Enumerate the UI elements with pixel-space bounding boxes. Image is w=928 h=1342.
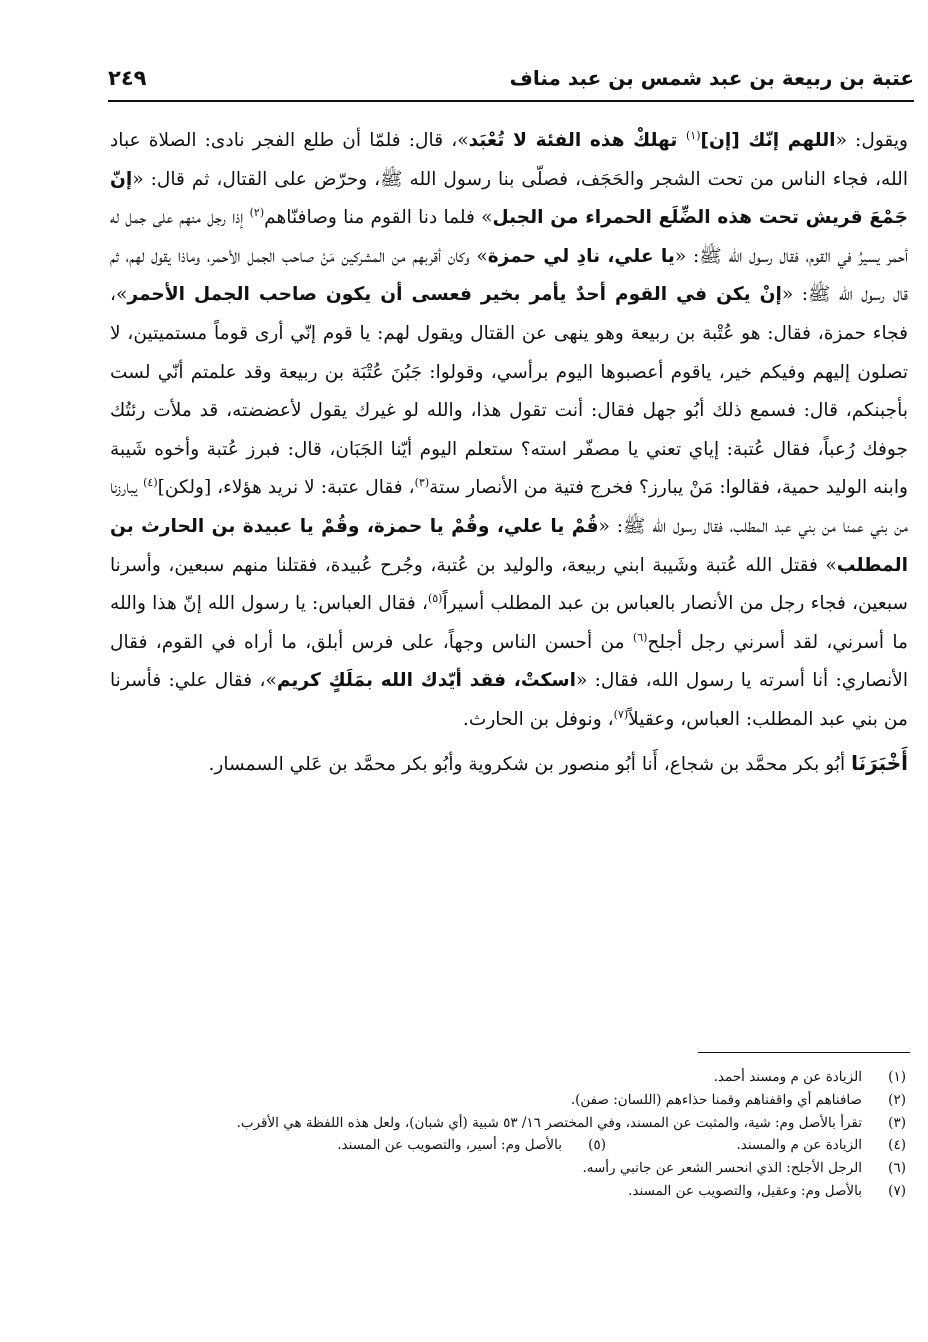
footnote-ref-3[interactable]: (٣) [414, 476, 430, 490]
footnote-number: (٧) [888, 1182, 906, 1199]
footnote-5 [306, 1134, 606, 1157]
hadith-quote: قُمْ يا علي، وقُمْ يا حمزة، وقُمْ يا عبيدة بن الحارث بن المطلب [110, 515, 908, 576]
hadith-quote: إنْ يكن في القوم أحدٌ يأمر بخير فعسى أن يكون صاحب الجمل الأحمر [127, 284, 782, 306]
footnote-row-4-5 [110, 1134, 906, 1157]
running-title: عتبة بن ربيعة بن عبد شمس بن عبد مناف [509, 66, 914, 90]
text-run: ويقول: « [835, 130, 908, 151]
footnote-text: الزيادة عن م والمسند. [736, 1137, 862, 1154]
text-run: » فلما دنا القوم منا وصافنّاهم [264, 207, 493, 229]
text-run: » فقتل الله عُتبة وشَيبة ابني ربيعة، والوليد بن عُتبة، وجُرح عُبيدة، فقتلنا منهم سبعين، وأسرنا سبعين، فجاء رجل من الأنصار بالعباس بن عبد المطلب أسيراً [110, 554, 909, 615]
text-run: ، فقال العباس: يا رسول الله إنّ هذا والله ما أسرني، لقد أسرني رجل أجلح [110, 593, 908, 653]
text-run: إذا رجل منهم على جمل له أحمر يسيرُ في القوم، فقال رسول الله ﷺ: « [110, 207, 908, 267]
main-text [110, 122, 908, 784]
footnote-text: بالأصل وم: أسير، والتصويب عن المسند. [337, 1137, 562, 1154]
header-rule [108, 100, 914, 102]
footnote-number: (٦) [888, 1160, 906, 1177]
footnote-text: بالأصل وم: وعقيل، والتصويب عن المسند. [628, 1182, 862, 1199]
paragraph-1 [110, 122, 908, 740]
footnote-number: (٤) [888, 1137, 906, 1154]
text-run: ، ونوفل بن الحارث. [462, 708, 614, 730]
hadith-quote: تهلكْ هذه الفئة لا تُعْبَد [468, 130, 686, 151]
footnote-1 [110, 1066, 906, 1089]
hadith-quote: إنّ جَمْعَ قريش تحت هذه الضِّلَع الحمراء من الجبل [110, 168, 909, 229]
footnote-text: الزيادة عن م ومسند أحمد. [713, 1069, 862, 1085]
footnote-3 [110, 1112, 906, 1135]
footnotes [110, 1066, 906, 1203]
text-run: ، فقال عتبة: لا نريد هؤلاء، [ولكن] [157, 477, 415, 499]
paragraph-2 [110, 744, 908, 785]
footnote-text: الرجل الأجلح: الذي انحسر الشعر عن جانبي رأسه. [582, 1160, 862, 1177]
footnote-number: (٣) [888, 1114, 906, 1131]
footnote-ref-6[interactable]: (٦) [632, 630, 648, 644]
text-run: يبارزنا من بني عمنا من بني عبد المطلب، فقال رسول الله ﷺ: « [110, 477, 908, 537]
footnote-ref-2[interactable]: (٢) [249, 206, 265, 219]
page-header [108, 66, 914, 100]
text-run: »، فقال علي: فأسرنا من بني عبد المطلب: العباس، وعقيلاً [110, 670, 908, 730]
hadith-quote: اسكتْ، فقد أيّدك الله بمَلَكٍ كريم [276, 670, 577, 692]
text-run: » وكان أقربهم من المشركين مَنْ صاحب الجمل الأحمر، وماذا يقول لهم، ثم قال رسول الله ﷺ: « [110, 245, 908, 306]
footnote-number: (١) [888, 1069, 906, 1085]
text-run: من أحسن الناس وجهاً، على فرس أبلق، ما أراه في القوم، فقال الأنصاري: أنا أسرته يا رسول الله، فقال: « [110, 631, 908, 692]
page-number: ٢٤٩ [108, 66, 147, 90]
footnote-ref-7[interactable]: (٧) [613, 707, 629, 721]
footnote-number: (٥) [588, 1137, 606, 1154]
hadith-quote: يا علي، نادِ لي حمزة [487, 245, 675, 267]
footnote-text: تقرأ بالأصل وم: شية، والمثبت عن المسند، وفي المختصر ١٦/ ٥٣ شبية (أي شبان)، ولعل هذه اللفظة هي الأقرب. [236, 1114, 862, 1131]
footnote-ref-4[interactable]: (٤) [143, 476, 158, 490]
text-run: »، قال: فلمّا أن طلع الفجر نادى: الصلاة عباد الله، فجاء الناس من تحت الشجر والحَجَف، فصلّى بنا رسول الله ﷺ، وحرّض على القتال، ثم قال: « [110, 130, 908, 190]
footnote-2 [110, 1089, 906, 1112]
footnote-separator [698, 1052, 910, 1053]
hadith-quote: اللهم إنّك [إن] [700, 130, 836, 151]
footnote-text: صافناهم أي واقفناهم وقمنا حذاءهم (اللسان: صفن). [570, 1091, 862, 1108]
footnote-ref-5[interactable]: (٥) [427, 591, 443, 605]
isnad-lead-word: أَخْبَرَنَا [851, 750, 908, 775]
footnote-ref-1[interactable]: (١) [685, 128, 701, 142]
footnote-4 [606, 1134, 906, 1157]
footnote-7 [110, 1180, 906, 1203]
footnote-6 [110, 1157, 906, 1180]
footnote-number: (٢) [888, 1091, 906, 1108]
text-run: أبُو بكر محمَّد بن شجاع، أَنا أبُو منصور بن شكروية وأبُو بكر محمَّد بن عَلي السمسار. [208, 753, 852, 775]
text-run: »، فجاء حمزة، فقال: هو عُتْبة بن ربيعة وهو ينهى عن القتال ويقول لهم: يا قوم إنّي أرى قوماً مستميتين، لا تصلون إليهم وفيكم خير، ياقوم أعصبوها اليوم برأسي، وقولوا: جَبُنَ عُتْبَة بن ربيعة وقد علمتم أنّي لست بأجبنكم، قال: فسمع ذلك أبُو جهل فقال: أنت تقول هذا، والله لو غيرك يقول لأعضضته، قد ملأت رئتُك جوفك رُعباً، فقال عُتبة: إياي تعني يا مصفّر استه؟ ستعلم اليوم أيّنا الجَبَان، قال: فبرز عُتبة وأخوه شَيبة وابنه الوليد حمية، فقالوا: مَنْ يبارز؟ فخرج فتية من الأنصار ستة [110, 284, 908, 499]
